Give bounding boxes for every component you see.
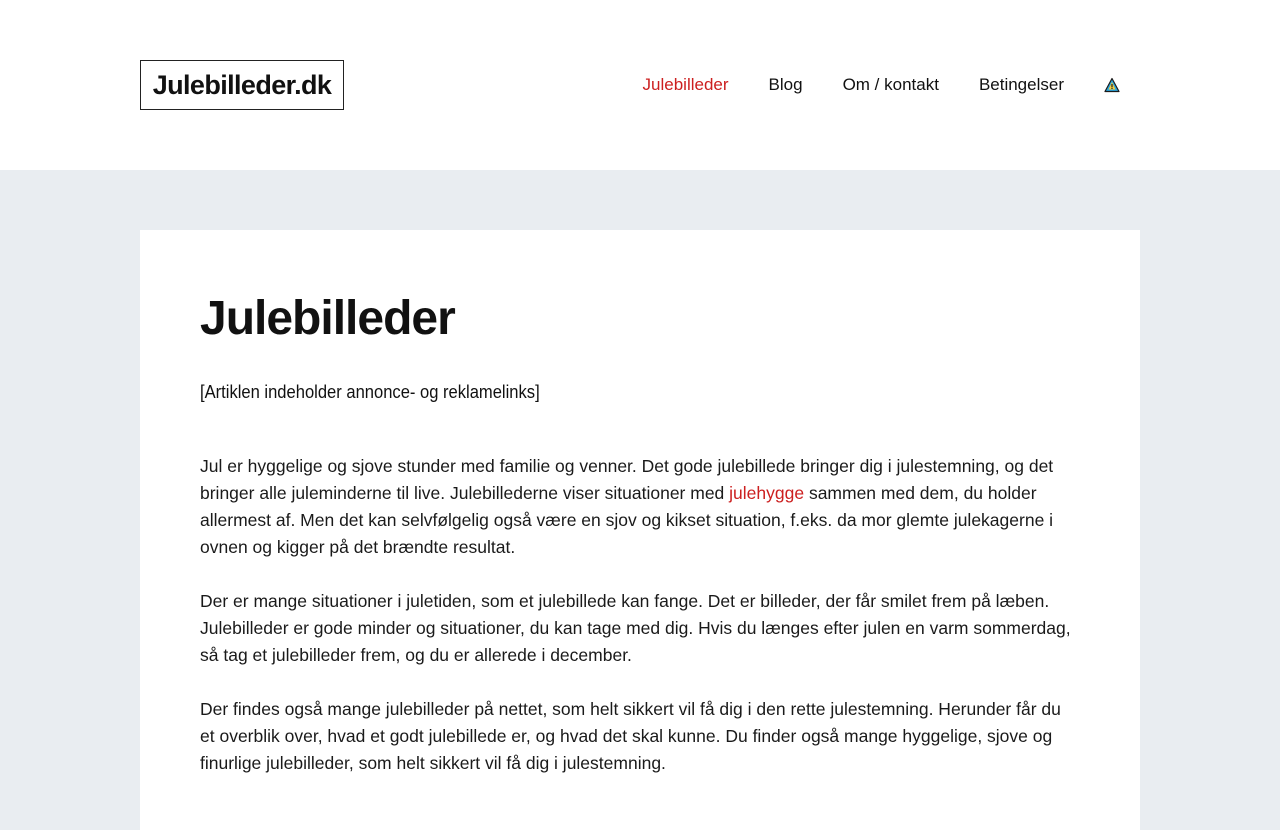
main-nav bbox=[603, 73, 1120, 97]
warning-triangle-icon[interactable] bbox=[1104, 77, 1120, 93]
article-paragraph: Der er mange situationer i juletiden, som et julebillede kan fange. Det er billeder, der får smilet frem på læben. Julebilleder er gode minder og situationer, du kan tage med dig. Hvis du længes efter julen en varm sommerdag, så tag et julebilleder frem, og du er allerede i december. bbox=[200, 591, 1071, 665]
ad-disclosure: [Artiklen indeholder annonce- og reklamelinks] bbox=[200, 382, 540, 402]
nav-item-blog[interactable]: Blog bbox=[768, 75, 803, 94]
site-logo[interactable]: Julebilleder.dk bbox=[140, 60, 344, 110]
paragraph-text: sammen med dem, du holder allermest af. Men det kan selvfølgelig også være en sjov og kikset situation, f.eks. da mor glemte julekagerne i ovnen og kigger på det brændte resultat. bbox=[200, 483, 1054, 557]
article-paragraph: Der findes også mange julebilleder på nettet, som helt sikkert vil få dig i den rette julestemning. Herunder får du et overblik over, hvad et godt julebillede er, og hvad det skal kunne. Du finder også mange hyggelige, sjove og finurlige julebilleder, som helt sikkert vil få dig i julestemning. bbox=[200, 699, 1061, 773]
site-header bbox=[0, 0, 1280, 170]
article-paragraph bbox=[200, 453, 1080, 561]
paragraph-text: Jul er hyggelige og sjove stunder med familie og venner. Det gode julebillede bringer dig i julestemning, og det bringer alle juleminderne til live. Julebillederne viser situationer med bbox=[200, 456, 1054, 503]
page-title: Julebilleder bbox=[200, 292, 455, 345]
article-card bbox=[140, 230, 1140, 830]
nav-item-betingelser[interactable]: Betingelser bbox=[978, 75, 1064, 94]
nav-item-om-kontakt[interactable]: Om / kontakt bbox=[842, 75, 939, 94]
julehygge-link[interactable]: julehygge bbox=[729, 483, 805, 503]
nav-item-julebilleder[interactable]: Julebilleder bbox=[642, 75, 729, 94]
